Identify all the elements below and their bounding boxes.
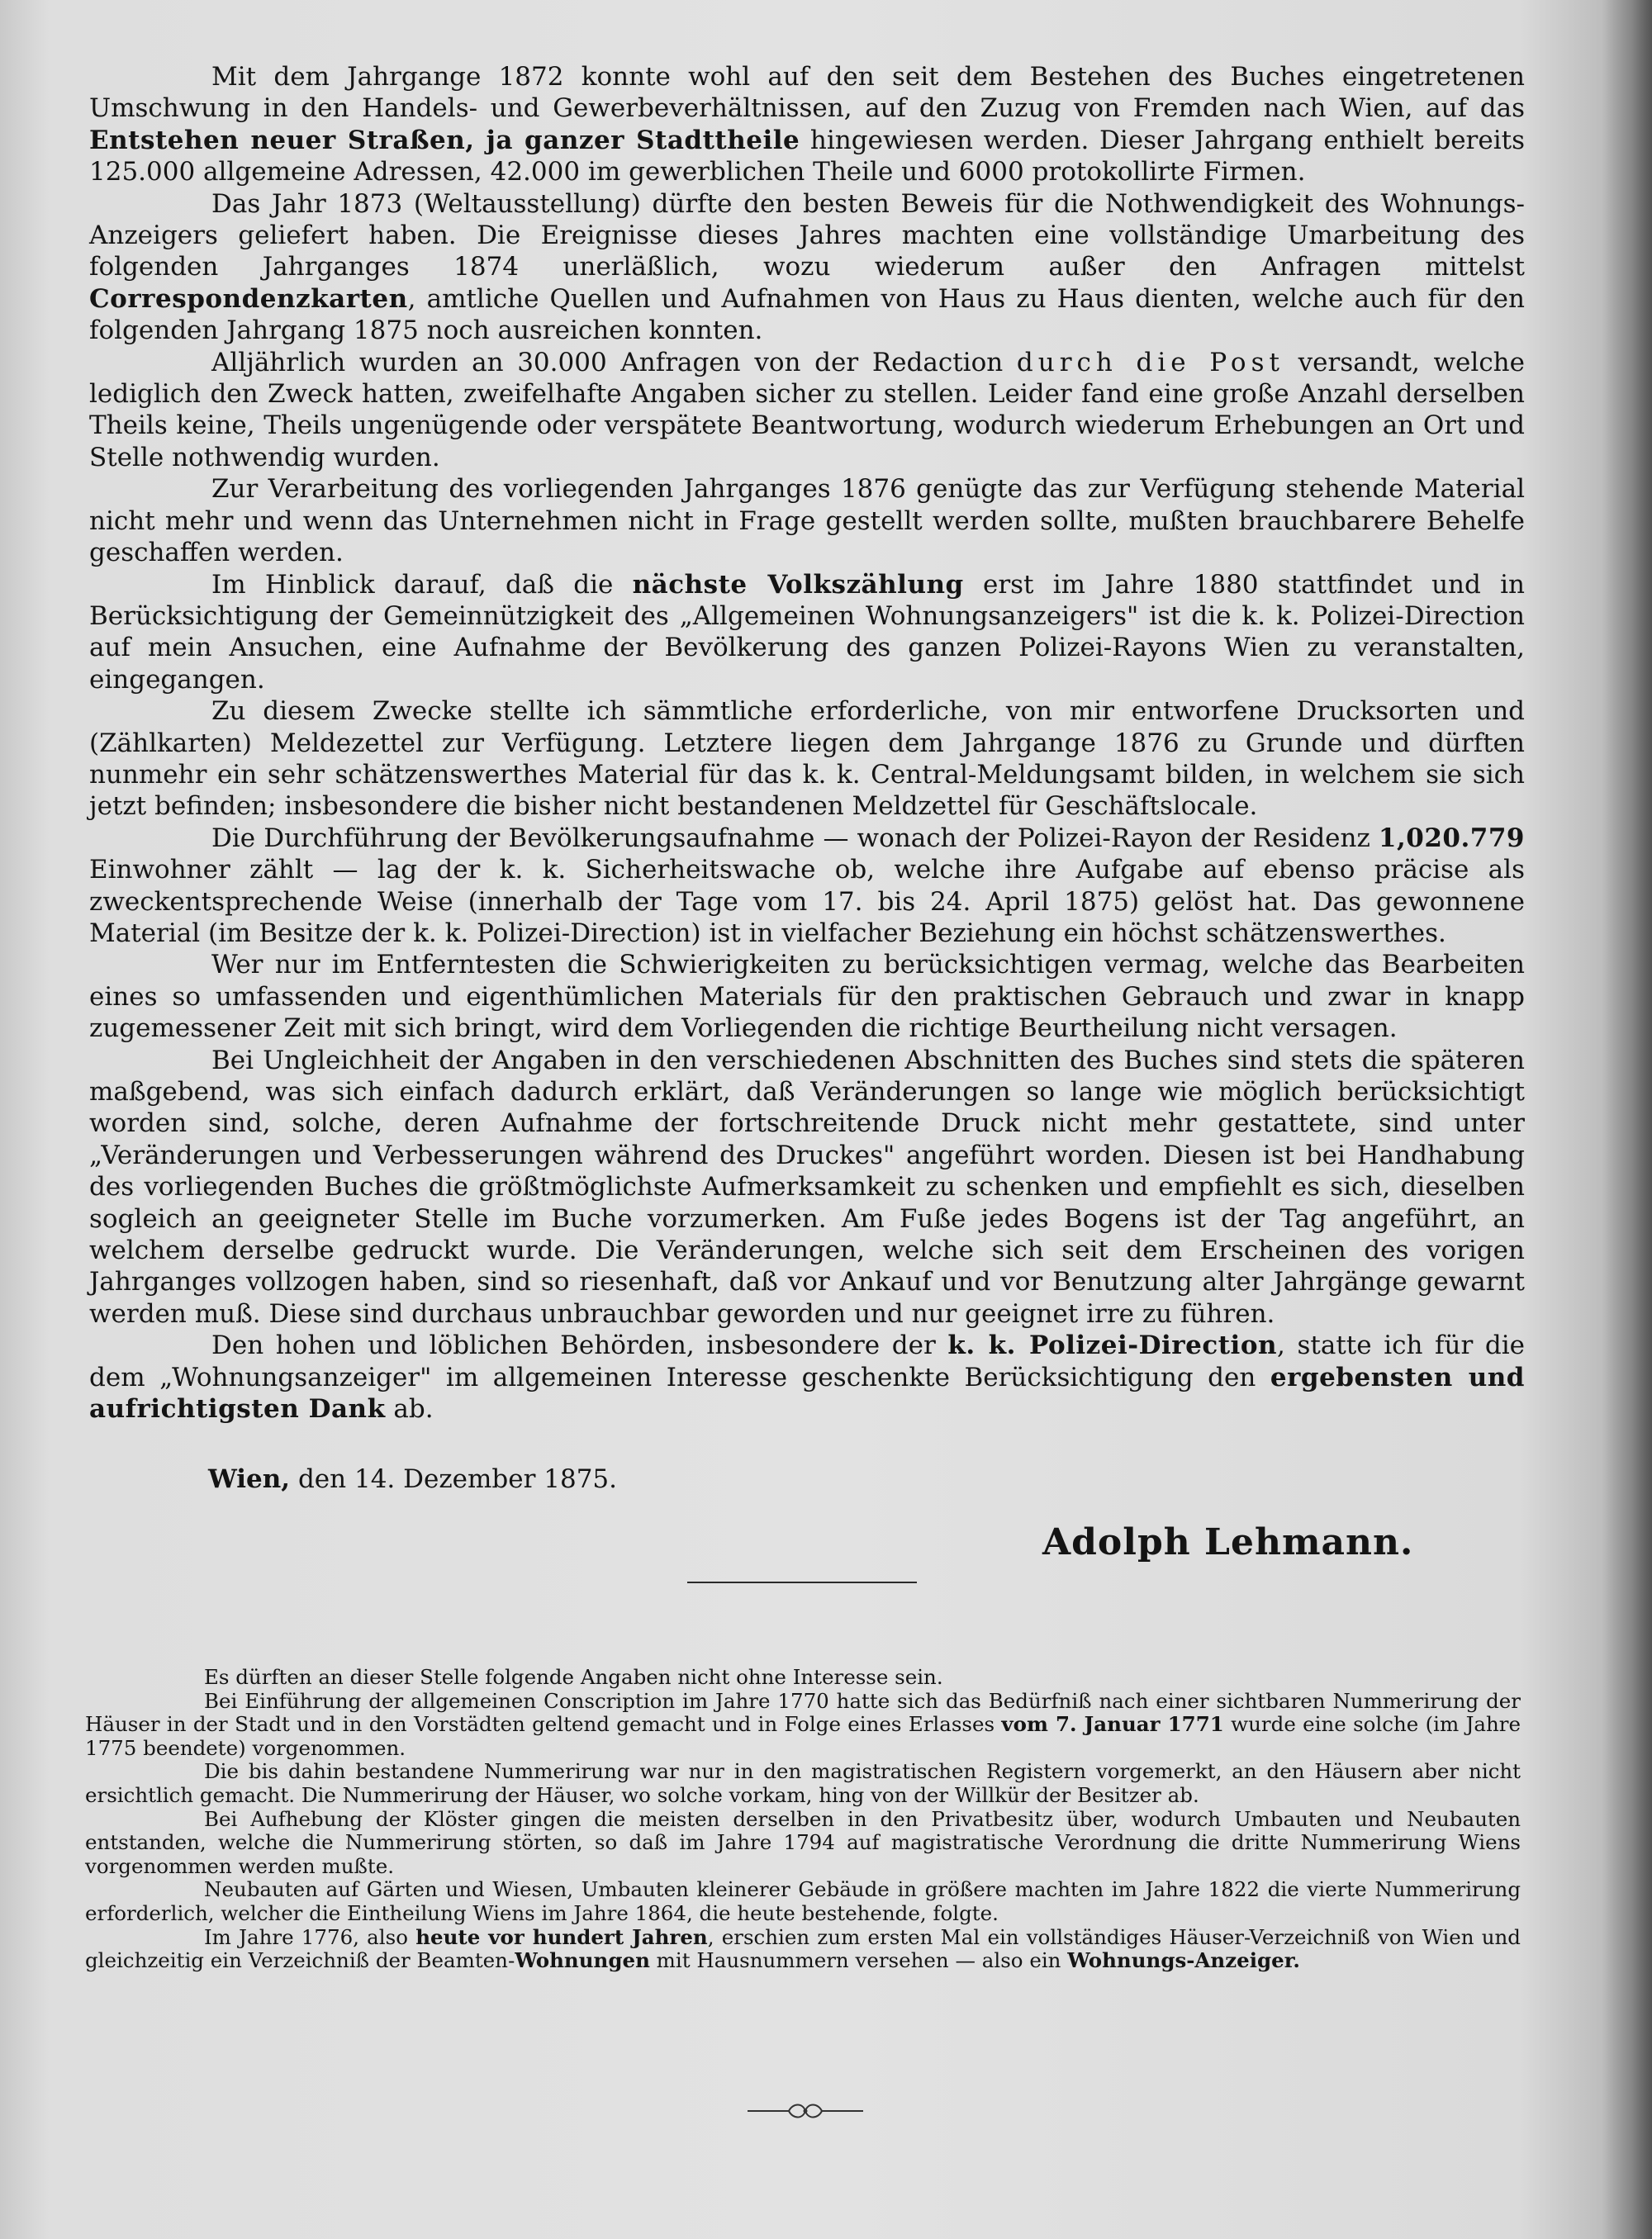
spaced-emphasis: durch die Post xyxy=(1016,347,1284,377)
main-text xyxy=(89,61,1525,1425)
paragraph-8: Wer nur im Entferntesten die Schwierigkeiten zu berücksichtigen vermag, welche das Bearbeiten eines so umfassenden und eigenthümlichen Materials für den praktischen Gebrauch und zwar in knapp zugemessener Zeit mit sich bringt, wird dem Vorliegenden die richtige Beurtheilung nicht versagen. xyxy=(89,950,1525,1044)
note-2 xyxy=(85,1690,1521,1761)
paragraph-6: Zu diesem Zwecke stellte ich sämmtliche erforderliche, von mir entworfene Drucksorten und (Zählkarten) Meldezettel zur Verfügung. Letztere liegen dem Jahrgange 1876 zu Grunde und dürften nunmehr ein sehr schätzenswerthes Material für das k. k. Central-Meldungsamt bilden, in welchem sie sich jetzt befinden; insbesondere die bisher nicht bestandenen Meldzettel für Geschäftslocale. xyxy=(89,696,1525,822)
paragraph-10 xyxy=(89,1330,1525,1425)
text-run: , amtliche Quellen und Aufnahmen von Haus zu Haus dienten, welche auch für den folgenden Jahrgang 1875 noch ausreichen konnten. xyxy=(89,283,1525,346)
paragraph-1 xyxy=(89,61,1525,188)
text-run: Im Hinblick darauf, daß die xyxy=(211,569,633,600)
signature: Adolph Lehmann. xyxy=(1042,1521,1414,1563)
text-run: , erschien zum ersten Mal ein vollständiges Häuser-Verzeichniß von Wien und gleichzeitig ein Verzeichniß der Beamten- xyxy=(85,1924,1521,1973)
text-run: mit Hausnummern versehen — also ein xyxy=(649,1948,1068,1973)
text-run: Alljährlich wurden an 30.000 Anfragen von der Redaction xyxy=(211,347,1017,377)
text-run: erst im Jahre 1880 stattfindet und in Berücksichtigung der Gemeinnützigkeit des „Allgemeinen Wohnungsanzeigers" ist die k. k. Polizei-Direction auf mein Ansuchen, eine Aufnahme der Bevölkerung des ganzen Polizei-Rayons Wien zu veranstalten, eingegangen. xyxy=(89,569,1525,695)
note-1: Es dürften an dieser Stelle folgende Angaben nicht ohne Interesse sein. xyxy=(204,1665,943,1689)
text-run: versandt, welche lediglich den Zweck hatten, zweifelhafte Angaben sicher zu stellen. Leider fand eine große Anzahl derselben Theils keine, Theils ungenügende oder verspätete Beantwortung, wodurch wiederum Erhebungen an Ort und Stelle nothwendig wurden. xyxy=(89,347,1525,472)
emphasis: Wohnungen xyxy=(515,1948,650,1973)
text-run: Einwohner zählt — lag der k. k. Sicherheitswache ob, welche ihre Aufgabe auf ebenso präcise als zweckentsprechende Weise (innerhalb der Tage vom 17. bis 24. April 1875) gelöst hat. Das gewonnene Material (im Besitze der k. k. Polizei-Direction) ist in vielfacher Beziehung ein höchst schätzenswerthes. xyxy=(89,855,1525,948)
emphasis: Wohnungs-Anzeiger. xyxy=(1067,1948,1300,1973)
text-run: Das Jahr 1873 (Weltausstellung) dürfte den besten Beweis für die Nothwendigkeit des Wohnungs-Anzeigers geliefert haben. Die Ereignisse dieses Jahres machten eine vollständige Umarbeitung des folgenden Jahrganges 1874 unerläßlich, wozu wiederum außer den Anfragen mittelst xyxy=(89,188,1525,282)
paragraph-5 xyxy=(89,569,1525,696)
separator-rule xyxy=(687,1582,917,1583)
date-line xyxy=(208,1463,617,1495)
emphasis: 1,020.779 xyxy=(1378,823,1525,853)
emphasis: nächste Volkszählung xyxy=(632,569,964,600)
note-5: Neubauten auf Gärten und Wiesen, Umbauten kleinerer Gebäude in größere machten im Jahre 1822 die vierte Nummerirung erforderlich, welcher die Eintheilung Wiens im Jahre 1864, die heute bestehende, folgte. xyxy=(85,1877,1521,1925)
emphasis: Entstehen neuer Straßen, ja ganzer Stadttheile xyxy=(89,125,800,155)
emphasis: vom 7. Januar 1771 xyxy=(1001,1712,1224,1737)
text-run: , statte ich für die dem „Wohnungsanzeiger" im allgemeinen Interesse geschenkte Berücksichtigung den xyxy=(89,1331,1525,1392)
paragraph-4: Zur Verarbeitung des vorliegenden Jahrganges 1876 genügte das zur Verfügung stehende Material nicht mehr und wenn das Unternehmen nicht in Frage gestellt werden sollte, mußten brauchbarere Behelfe geschaffen werden. xyxy=(89,474,1525,568)
paragraph-3 xyxy=(89,347,1525,474)
date-city: Wien, xyxy=(208,1464,291,1494)
note-4: Bei Aufhebung der Klöster gingen die meisten derselben in den Privatbesitz über, wodurch Umbauten und Neubauten entstanden, welche die Nummerirung störten, so daß im Jahre 1794 auf magistratische Verordnung die dritte Nummerirung Wiens vorgenommen werden mußte. xyxy=(85,1806,1521,1878)
text-run: Bei Einführung der allgemeinen Conscription im Jahre 1770 hatte sich das Bedürfniß nach einer sichtbaren Nummerirung der Häuser in der Stadt und in den Vorstädten geltend gemacht und in Folge eines Erlasses xyxy=(85,1688,1521,1737)
text-run: ab. xyxy=(385,1394,434,1425)
text-run: Mit dem Jahrgange 1872 konnte wohl auf den seit dem Bestehen des Buches eingetretenen Umschwung in den Handels- und Gewerbeverhältnissen, auf den Zuzug von Fremden nach Wien, auf das xyxy=(89,62,1525,124)
paragraph-9: Bei Ungleichheit der Angaben in den verschiedenen Abschnitten des Buches sind stets die späteren maßgebend, was sich einfach dadurch erklärt, daß Veränderungen so lange wie möglich berücksichtigt worden sind, solche, deren Aufnahme der fortschreitende Druck nicht mehr gestattete, sind unter „Veränderungen und Verbesserungen während des Druckes" angeführt worden. Diesen ist bei Handhabung des vorliegenden Buches die größtmöglichste Aufmerksamkeit zu schenken und empfiehlt es sich, dieselben sogleich an geeigneter Stelle im Buche vorzumerken. Am Fuße jedes Bogens ist der Tag angeführt, an welchem derselbe gedruckt wurde. Die Veränderungen, welche sich seit dem Erscheinen des vorigen Jahrganges vollzogen haben, sind so riesenhaft, daß vor Ankauf und vor Benutzung alter Jahrgänge gewarnt werden muß. Diese sind durchaus unbrauchbar geworden und nur geeignet irre zu führen. xyxy=(89,1045,1525,1329)
emphasis: Correspondenzkarten xyxy=(89,283,408,314)
ornament-icon xyxy=(743,2101,867,2121)
text-run: hingewiesen werden. Dieser Jahrgang enthielt bereits 125.000 allgemeine Adressen, 42.000 im gewerblichen Theile und 6000 protokollirte Firmen. xyxy=(89,125,1525,187)
text-run: Den hohen und löblichen Behörden, insbesondere der xyxy=(211,1331,948,1361)
emphasis: k. k. Polizei-Direction xyxy=(947,1331,1278,1361)
note-3: Die bis dahin bestandene Nummerirung war nur in den magistratischen Registern vorgemerkt, an den Häusern aber nicht ersichtlich gemacht. Die Nummerirung der Häuser, wo solche vorkam, hing von der Willkür der Besitzer ab. xyxy=(85,1759,1521,1807)
emphasis: heute vor hundert Jahren xyxy=(415,1924,708,1949)
emphasis: ergebensten und aufrichtigsten Dank xyxy=(89,1362,1525,1425)
text-run: Die Durchführung der Bevölkerungsaufnahme — wonach der Polizei-Rayon der Residenz xyxy=(211,823,1379,853)
date-text: den 14. Dezember 1875. xyxy=(290,1464,618,1494)
paragraph-7 xyxy=(89,823,1525,950)
note-6 xyxy=(85,1926,1521,1973)
paragraph-2 xyxy=(89,188,1525,347)
text-run: Im Jahre 1776, also xyxy=(204,1924,416,1949)
text-run: wurde eine solche (im Jahre 1775 beendete) vorgenommen. xyxy=(85,1712,1521,1760)
footnotes xyxy=(85,1666,1521,1973)
page-edge-shadow xyxy=(1602,0,1652,2239)
